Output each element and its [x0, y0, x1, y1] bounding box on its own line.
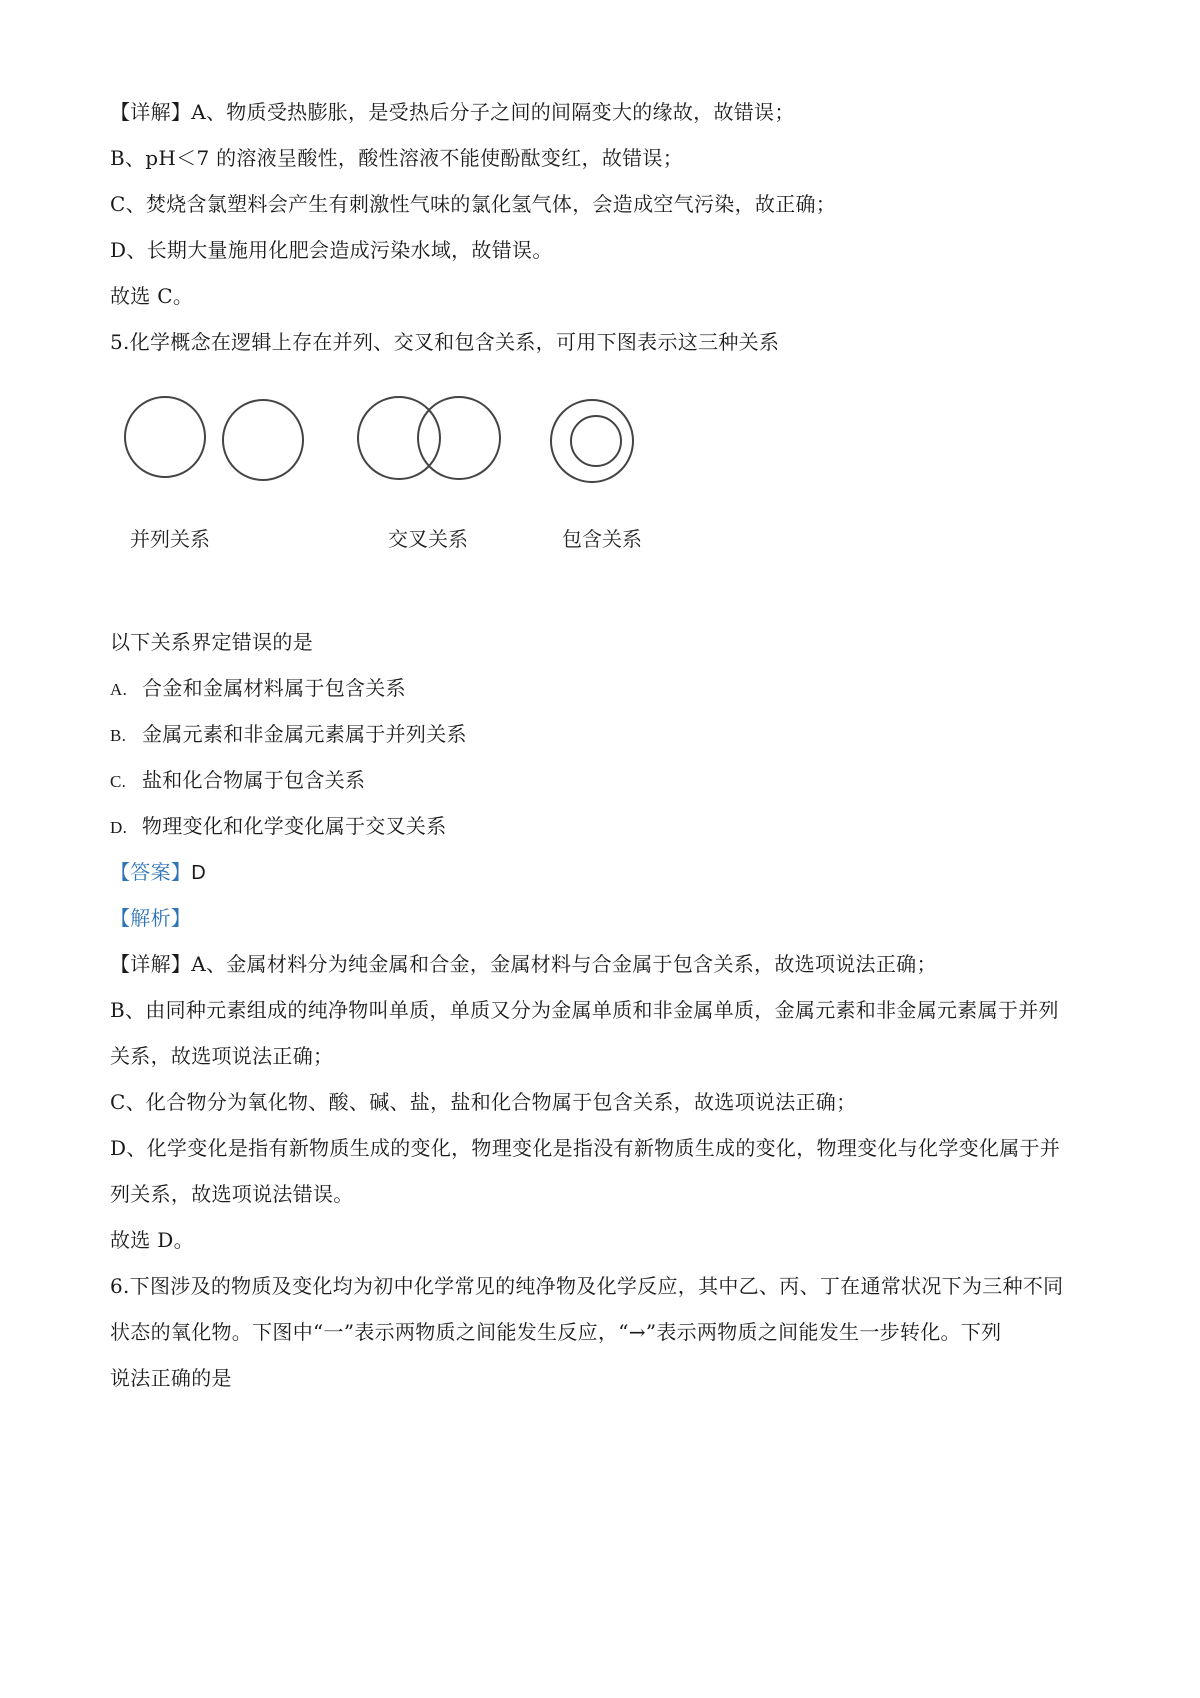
option-b [110, 720, 467, 750]
option-a [110, 674, 406, 704]
option-letter: D. [110, 818, 128, 837]
question-5-prompt: 以下关系界定错误的是 [110, 630, 313, 654]
question-6-line-1: 6.下图涉及的物质及变化均为初中化学常见的纯净物及化学反应，其中乙、丙、丁在通常状况下为三种不同 [110, 1274, 1064, 1298]
conclusion-c: 故选 C。 [110, 284, 194, 308]
label-contain: 包含关系 [562, 527, 642, 551]
option-c [110, 766, 365, 796]
detail5-line-d2: 列关系，故选项说法错误。 [110, 1182, 354, 1206]
relationship-diagram [110, 385, 670, 565]
option-text: 物理变化和化学变化属于交叉关系 [142, 814, 447, 838]
question-6-line-2: 状态的氧化物。下图中“一”表示两物质之间能发生反应，“→”表示两物质之间能发生一步转化。下列 [110, 1320, 1002, 1344]
answer-value: D [191, 862, 206, 884]
answer-label: 【答案】 [110, 860, 192, 884]
label-parallel: 并列关系 [130, 527, 210, 551]
contain-circle-inner [571, 416, 621, 466]
cross-circle-right [418, 397, 500, 479]
parallel-circle-right [223, 400, 303, 480]
question-6-line-3: 说法正确的是 [110, 1366, 232, 1390]
venn-circles [110, 385, 670, 495]
option-d [110, 812, 447, 842]
conclusion-d: 故选 D。 [110, 1228, 194, 1252]
label-cross: 交叉关系 [388, 527, 468, 551]
analysis-label: 【解析】 [110, 906, 192, 930]
detail5-line-b1: B、由同种元素组成的纯净物叫单质，单质又分为金属单质和非金属单质，金属元素和非金属元素属于并列 [110, 998, 1059, 1022]
detail-line-b: B、pH＜7 的溶液呈酸性，酸性溶液不能使酚酞变红，故错误； [110, 146, 684, 170]
parallel-circle-left [125, 397, 205, 477]
detail5-line-b2: 关系，故选项说法正确； [110, 1044, 334, 1068]
detail-line-a: 【详解】A、物质受热膨胀，是受热后分子之间的间隔变大的缘故，故错误； [110, 100, 795, 124]
answer-line [110, 858, 206, 887]
detail-line-d: D、长期大量施用化肥会造成污染水域，故错误。 [110, 238, 553, 262]
option-text: 盐和化合物属于包含关系 [142, 768, 366, 792]
detail-line-c: C、焚烧含氯塑料会产生有刺激性气味的氯化氢气体，会造成空气污染，故正确； [110, 192, 837, 216]
option-text: 合金和金属材料属于包含关系 [142, 676, 406, 700]
detail5-line-a: 【详解】A、金属材料分为纯金属和合金，金属材料与合金属于包含关系，故选项说法正确； [110, 952, 937, 976]
detail5-line-c: C、化合物分为氧化物、酸、碱、盐，盐和化合物属于包含关系，故选项说法正确； [110, 1090, 857, 1114]
cross-circle-left [358, 397, 440, 479]
question-5-stem: 5.化学概念在逻辑上存在并列、交叉和包含关系，可用下图表示这三种关系 [110, 330, 780, 354]
option-letter: C. [110, 772, 127, 791]
option-text: 金属元素和非金属元素属于并列关系 [142, 722, 467, 746]
detail5-line-d1: D、化学变化是指有新物质生成的变化，物理变化是指没有新物质生成的变化，物理变化与化学变化属于并 [110, 1136, 1061, 1160]
option-letter: A. [110, 680, 128, 699]
option-letter: B. [110, 726, 127, 745]
